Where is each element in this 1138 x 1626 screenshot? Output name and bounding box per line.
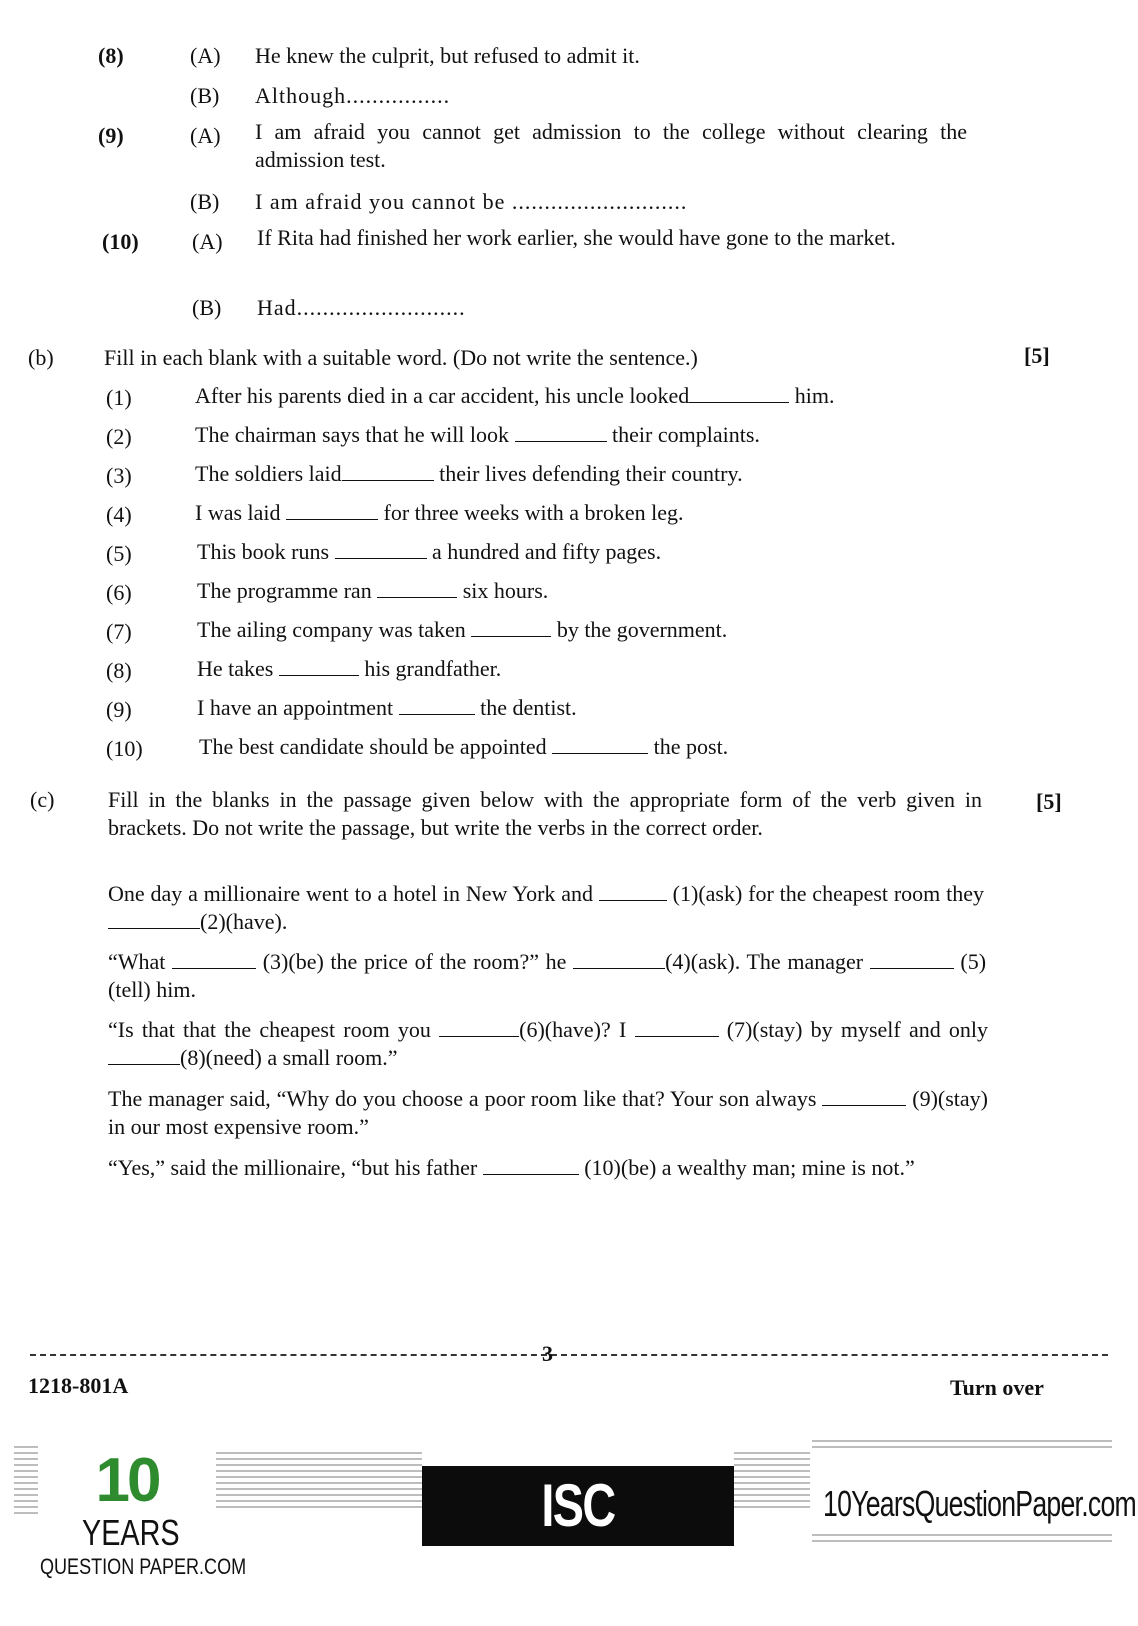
sentence-post: the post. xyxy=(653,734,729,759)
answer-blank xyxy=(108,1046,180,1065)
sentence-text xyxy=(197,694,577,722)
option-label: (B) xyxy=(190,189,220,214)
turn-over-label: Turn over xyxy=(950,1375,1044,1400)
item-number: (6) xyxy=(106,580,132,605)
sentence-pre: I have an appointment xyxy=(197,695,394,720)
sentence-pre: The soldiers laid xyxy=(195,461,342,486)
sentence-pre: The best candidate should be appointed xyxy=(199,734,547,759)
logo-years: YEARS xyxy=(82,1512,180,1553)
passage-paragraph-4: The manager said, “Why do you choose a poor room like that? Your son always (9)(stay) in our most expensive room.” xyxy=(108,1086,989,1139)
section-instruction: Fill in the blanks in the passage given below with the appropriate form of the verb given in brackets. Do not write the passage, but write the verbs in the correct order. xyxy=(108,787,982,840)
answer-blank xyxy=(483,1156,579,1175)
answer-blank xyxy=(335,540,427,559)
item-number: (9) xyxy=(98,123,124,148)
answer-blank xyxy=(599,882,667,901)
option-text: If Rita had finished her work earlier, she would have gone to the market. xyxy=(257,225,896,250)
sentence-pre: I was laid xyxy=(195,500,281,525)
section-instruction: Fill in each blank with a suitable word. (Do not write the sentence.) xyxy=(104,345,698,370)
sentence-pre: The programme ran xyxy=(197,578,372,603)
banner-stripes-right-top xyxy=(812,1440,1112,1448)
answer-blank xyxy=(573,950,665,969)
answer-blank xyxy=(399,696,475,715)
sentence-text xyxy=(199,733,728,761)
banner-stripes-left xyxy=(14,1446,38,1516)
option-label: (A) xyxy=(190,43,221,68)
sentence-post: for three weeks with a broken leg. xyxy=(383,500,684,525)
sentence-pre: He takes xyxy=(197,656,274,681)
item-number: (1) xyxy=(106,385,132,410)
answer-blank xyxy=(377,579,457,598)
answer-blank xyxy=(515,423,607,442)
option-text: He knew the culprit, but refused to admit it. xyxy=(255,43,640,68)
sentence-text xyxy=(197,538,661,566)
section-label: (c) xyxy=(30,787,55,812)
logo-number: 10 xyxy=(95,1446,159,1515)
item-number: (3) xyxy=(106,463,132,488)
website-name: 10YearsQuestionPaper.com xyxy=(823,1483,1136,1524)
item-number: (8) xyxy=(106,658,132,683)
answer-blank xyxy=(552,735,648,754)
page-number: 3 xyxy=(542,1341,553,1366)
option-text: Although................ xyxy=(255,83,451,108)
option-text: I am afraid you cannot get admission to the college without clearing the admission test. xyxy=(255,119,967,172)
board-title: ISC BOARD XII xyxy=(464,1472,692,1619)
sentence-text xyxy=(195,499,683,527)
sentence-pre: The ailing company was taken xyxy=(197,617,466,642)
option-label: (B) xyxy=(192,295,222,320)
sentence-text xyxy=(197,577,548,605)
logo-subtitle: QUESTION PAPER.COM xyxy=(40,1554,247,1579)
sentence-text xyxy=(195,460,743,488)
sentence-text xyxy=(195,382,834,410)
sentence-post: their complaints. xyxy=(612,422,760,447)
answer-blank xyxy=(870,950,954,969)
answer-blank xyxy=(279,657,359,676)
passage-paragraph-1: One day a millionaire went to a hotel in New York and (1)(ask) for the cheapest room they (2)(have). xyxy=(108,881,984,934)
item-number: (10) xyxy=(102,229,139,254)
sentence-post: his grandfather. xyxy=(364,656,502,681)
banner-stripes-right-bottom xyxy=(812,1534,1112,1542)
item-number: (7) xyxy=(106,619,132,644)
answer-blank xyxy=(108,910,200,929)
item-number: (8) xyxy=(98,43,124,68)
sentence-post: the dentist. xyxy=(480,695,577,720)
answer-blank xyxy=(471,618,551,637)
answer-blank xyxy=(635,1018,719,1037)
sentence-post: him. xyxy=(794,383,835,408)
sentence-post: their lives defending their country. xyxy=(439,461,743,486)
section-label: (b) xyxy=(28,345,54,370)
passage-paragraph-2: “What (3)(be) the price of the room?” he (4)(ask). The manager (5)(tell) him. xyxy=(108,949,987,1002)
marks-badge: [5] xyxy=(1024,343,1050,368)
paper-code: 1218-801A xyxy=(28,1373,129,1398)
answer-blank xyxy=(286,501,378,520)
sentence-post: six hours. xyxy=(462,578,549,603)
board-title-box xyxy=(422,1466,734,1619)
option-text: Had.......................... xyxy=(257,295,466,320)
answer-blank xyxy=(439,1018,519,1037)
sentence-post: a hundred and fifty pages. xyxy=(432,539,662,564)
sentence-pre: After his parents died in a car accident, his uncle looked xyxy=(195,383,690,408)
item-number: (5) xyxy=(106,541,132,566)
answer-blank xyxy=(342,462,434,481)
answer-blank xyxy=(822,1087,906,1106)
item-number: (10) xyxy=(106,736,143,761)
item-number: (4) xyxy=(106,502,132,527)
option-text: I am afraid you cannot be ........................... xyxy=(255,189,688,214)
option-label: (A) xyxy=(192,229,223,254)
sentence-text xyxy=(195,421,760,449)
sentence-post: by the government. xyxy=(556,617,728,642)
item-number: (9) xyxy=(106,697,132,722)
sentence-text xyxy=(197,616,727,644)
passage-paragraph-5: “Yes,” said the millionaire, “but his father (10)(be) a wealthy man; mine is not.” xyxy=(108,1155,915,1180)
banner-stripes-mid-right xyxy=(734,1452,810,1508)
dashed-divider xyxy=(30,1354,1108,1356)
item-number: (2) xyxy=(106,424,132,449)
passage-paragraph-3: “Is that that the cheapest room you (6)(have)? I (7)(stay) by myself and only (8)(need) a small room.” xyxy=(108,1017,989,1070)
sentence-pre: This book runs xyxy=(197,539,329,564)
marks-badge: [5] xyxy=(1036,789,1062,814)
banner-stripes-mid-left xyxy=(216,1452,422,1508)
sentence-pre: The chairman says that he will look xyxy=(195,422,510,447)
answer-blank xyxy=(689,384,789,403)
answer-blank xyxy=(172,950,256,969)
option-label: (B) xyxy=(190,83,220,108)
option-label: (A) xyxy=(190,123,221,148)
sentence-text xyxy=(197,655,501,683)
